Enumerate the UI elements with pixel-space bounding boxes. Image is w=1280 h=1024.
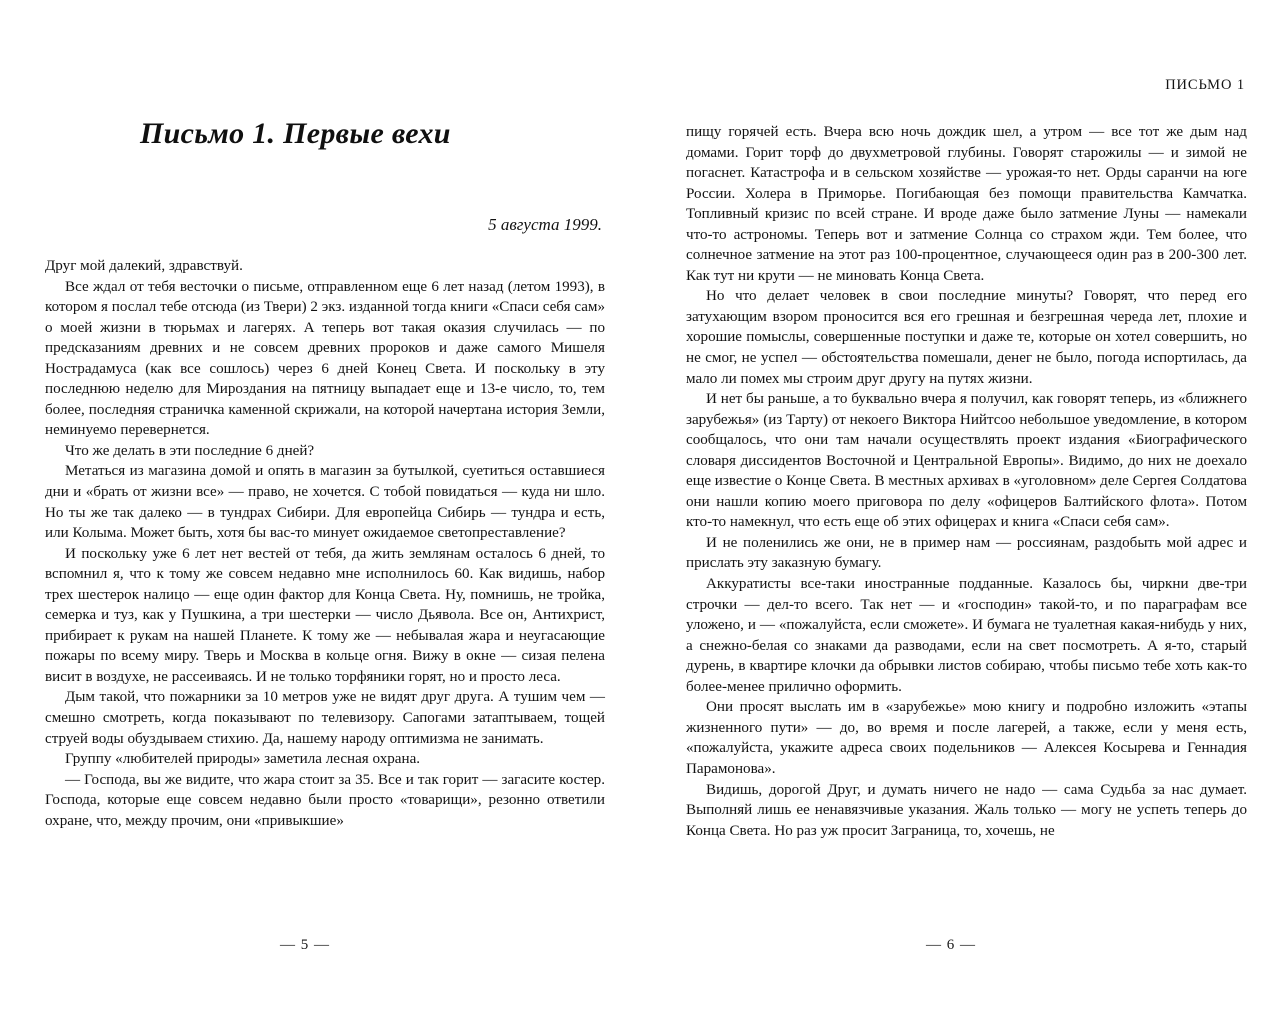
left-page-text xyxy=(45,256,605,831)
paragraph: Видишь, дорогой Друг, и думать ничего не надо — сама Судьба за нас думает. Выполняй лишь ее ненавязчивые указания. Жаль только — могу не успеть теперь до Конца Света. Но раз уж просит Заграница, то, хочешь, не xyxy=(686,781,1247,839)
right-page-text xyxy=(686,122,1247,841)
paragraph: Дым такой, что пожарники за 10 метров уже не видят друг друга. А тушим чем — смешно смотреть, когда показывают по телевизору. Сапогами затаптываем, тощей струей воды обуздываем стихию. Да, нашему народу оптимизма не занимать. xyxy=(45,689,605,747)
page-number: — 5 — xyxy=(280,937,330,953)
page-right xyxy=(640,0,1280,1024)
paragraph: И нет бы раньше, а то буквально вчера я получил, как говорят теперь, из «ближнего зарубежья» (из Тарту) от некоего Виктора Нийтсоо небольшое уведомление, в котором сообщалось, что они там начали осуществлять проект издания «Биографического словаря диссидентов Восточной и Центральной Европы». Видимо, до них не доехало еще известие о Конце Света. В местных архивах в «уголовном» деле Сергея Солдатова они нашли копию моего приговора по делу «офицеров Балтийского флота». Потом кто-то намекнул, что есть еще об этих офицерах и книга «Спаси себя сам». xyxy=(686,391,1247,531)
paragraph: Что же делать в эти последние 6 дней? xyxy=(65,442,315,459)
paragraph: — Господа, вы же видите, что жара стоит за 35. Все и так горит — загасите костер. Господа, которые еще совсем недавно были просто «товарищи», резонно ответили охране, что, между прочим, они «привыкшие» xyxy=(45,771,605,829)
paragraph: Все ждал от тебя весточки о письме, отправленном еще 6 лет назад (летом 1993), в котором я послал тебе отсюда (из Твери) 2 экз. изданной тогда книги «Спаси себя сам» о моей жизни в тюрьмах и лагерях. А теперь вот такая оказия случилась — по предсказаниям древних и не совсем древних пророков и даже самого Мишеля Нострадамуса (как все сошлось) через 6 дней Конец Света. И поскольку в эту последнюю неделю для Мироздания на пятницу выпадает еще и 13-е число, то, тем более, последняя страничка каменной скрижали, на которой начертана история Земли, неминуемо перевернется. xyxy=(45,278,605,439)
paragraph: пищу горячей есть. Вчера всю ночь дождик шел, а утром — все тот же дым над домами. Горит торф до двухметровой глубины. Говорят старожилы — и зимой не погаснет. Катастрофа и в сельском хозяйстве — урожая-то нет. Орды саранчи на юге России. Холера в Приморье. Погибающая без помощи правительства Камчатка. Топливный кризис по всей стране. И вроде даже было затмение Луны — намекали что-то астрономы. Теперь вот и затмение Солнца со страхом жди. Тем более, что солнечное затмение на этот раз 100-процентное, случающееся один раз в 200-300 лет. Как тут ни крути — не миновать Конца Света. xyxy=(686,124,1247,284)
paragraph: И не поленились же они, не в пример нам — россиянам, раздобыть мой адрес и прислать эту заказную бумагу. xyxy=(686,534,1247,572)
paragraph: Они просят выслать им в «зарубежье» мою книгу и подробно изложить «этапы жизненного пути» — до, во время и после лагерей, а также, если у меня есть, «пожалуйста, укажите адреса своих подельников — Алексея Косырева и Геннадия Парамонова». xyxy=(686,699,1247,777)
dateline: 5 августа 1999. xyxy=(488,215,602,234)
paragraph: Друг мой далекий, здравствуй. xyxy=(45,258,243,274)
running-head: ПИСЬМО 1 xyxy=(1165,77,1245,93)
paragraph: Группу «любителей природы» заметила лесная охрана. xyxy=(65,751,421,768)
page-number: — 6 — xyxy=(926,937,976,953)
chapter-title: Письмо 1. Первые вехи xyxy=(140,117,451,150)
paragraph: И поскольку уже 6 лет нет вестей от тебя, да жить землянам осталось 6 дней, то вспомнил я, что к тому же совсем недавно мне исполнилось 60. Как видишь, набор трех шестерок налицо — еще один фактор для Конца Света. Ну, помнишь, не тройка, семерка и туз, как у Пушкина, а три шестерки — число Дьявола. Все он, Антихрист, прибирает к рукам на нашей Планете. К тому же — небывалая жара и неугасающие пожары по всему миру. Тверь и Москва в кольце огня. Вижу в окне — сизая пелена висит в воздухе, не рассеиваясь. И не только торфяники горят, но и просто леса. xyxy=(45,545,605,685)
paragraph: Аккуратисты все-таки иностранные подданные. Казалось бы, чиркни две-три строчки — дел-то всего. Так нет — и «господин» такой-то, и по параграфам все уложено, и — «пожалуйста, если сможете». И бумага не туалетная какая-нибудь у них, а снежно-белая со знаками да разводами, если на свет посмотреть. А я-то, старый дурень, в квартире клочки да обрывки листов собираю, чтобы письмо тебе хоть как-то более-менее прилично оформить. xyxy=(686,576,1247,695)
paragraph: Метаться из магазина домой и опять в магазин за бутылкой, суетиться оставшиеся дни и «брать от жизни все» — право, не хочется. С тобой повидаться — куда ни шло. Но ты же так далеко — в тундрах Сибири. Для европейца Сибирь — тундра и есть, или Колыма. Может быть, хотя бы вас-то минует ожидаемое светопреставление? xyxy=(45,463,605,542)
paragraph: Но что делает человек в свои последние минуты? Говорят, что перед его затухающим взором проносится вся его грешная и безгрешная череда лет, плохие и хорошие помыслы, совершенные поступки и даже те, которые он хотел совершить, но не смог, не успел — обстоятельства помешали, денег не было, погода испортилась, да мало ли помех мы строим друг другу на путях жизни. xyxy=(686,288,1247,387)
